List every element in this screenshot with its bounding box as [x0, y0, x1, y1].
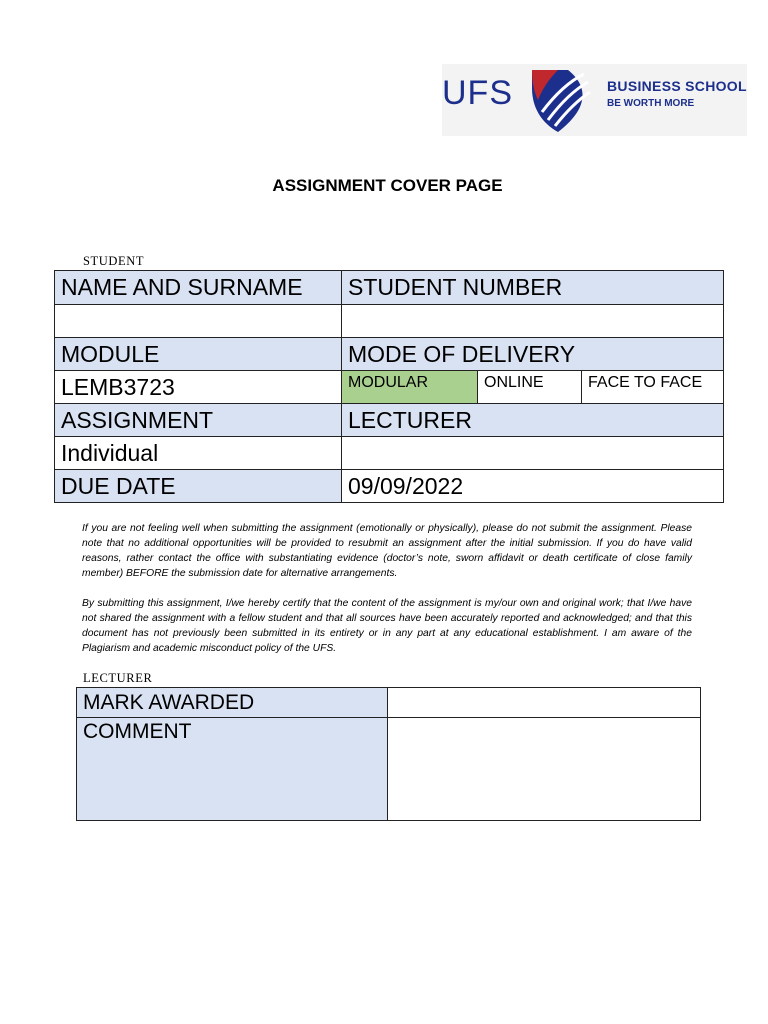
lecturer-field[interactable]: [342, 437, 724, 470]
student-section-label: STUDENT: [83, 254, 145, 268]
lecturer-label: LECTURER: [342, 404, 724, 437]
logo-tagline: BE WORTH MORE: [607, 98, 695, 109]
logo-ufs-text: UFS: [442, 74, 513, 112]
comment-label: COMMENT: [77, 718, 388, 821]
shield-logo-icon: [528, 66, 598, 136]
mode-option-face-to-face[interactable]: FACE TO FACE: [582, 371, 724, 404]
wellness-notice-paragraph: If you are not feeling well when submitting the assignment (emotionally or physically), please do not submit the assignment. Please note that no additional opportunities will be provided to resubmit an assignment after the initial submission. If you do have valid reasons, rather contact the office with substantiating evidence (doctor’s note, sworn affidavit or death certificate of close family member) BEFORE the submission date for alternative arrangements.: [82, 523, 692, 579]
plagiarism-declaration-paragraph: By submitting this assignment, I/we hereby certify that the content of the assignment is my/our own and original work; that I/we have not shared the assignment with a fellow student and that all sources have been accurately reported and acknowledged; and that this document has not previously been submitted in its entirety or in any part at any educational establishment. I am aware of the Plagiarism and academic misconduct policy of the UFS.: [82, 598, 692, 654]
module-value: LEMB3723: [55, 371, 342, 404]
mode-of-delivery-label: MODE OF DELIVERY: [342, 338, 724, 371]
lecturer-section-label: LECTURER: [83, 671, 153, 685]
mode-option-modular[interactable]: MODULAR: [342, 371, 478, 404]
student-table: [54, 270, 724, 503]
comment-field[interactable]: [388, 718, 701, 821]
assignment-label: ASSIGNMENT: [55, 404, 342, 437]
ufs-business-school-logo: [442, 64, 747, 136]
due-date-value: 09/09/2022: [342, 470, 724, 503]
lecturer-table: [76, 687, 701, 821]
mark-awarded-label: MARK AWARDED: [77, 688, 388, 718]
name-surname-label: NAME AND SURNAME: [55, 271, 342, 305]
mark-awarded-field[interactable]: [388, 688, 701, 718]
module-label: MODULE: [55, 338, 342, 371]
student-number-field[interactable]: [342, 305, 724, 338]
due-date-label: DUE DATE: [55, 470, 342, 503]
assignment-value: Individual: [55, 437, 342, 470]
mode-option-online[interactable]: ONLINE: [478, 371, 582, 404]
logo-business-school-text: BUSINESS SCHOOL: [607, 78, 747, 94]
name-surname-field[interactable]: [55, 305, 342, 338]
page-title: ASSIGNMENT COVER PAGE: [272, 176, 503, 195]
student-number-label: STUDENT NUMBER: [342, 271, 724, 305]
